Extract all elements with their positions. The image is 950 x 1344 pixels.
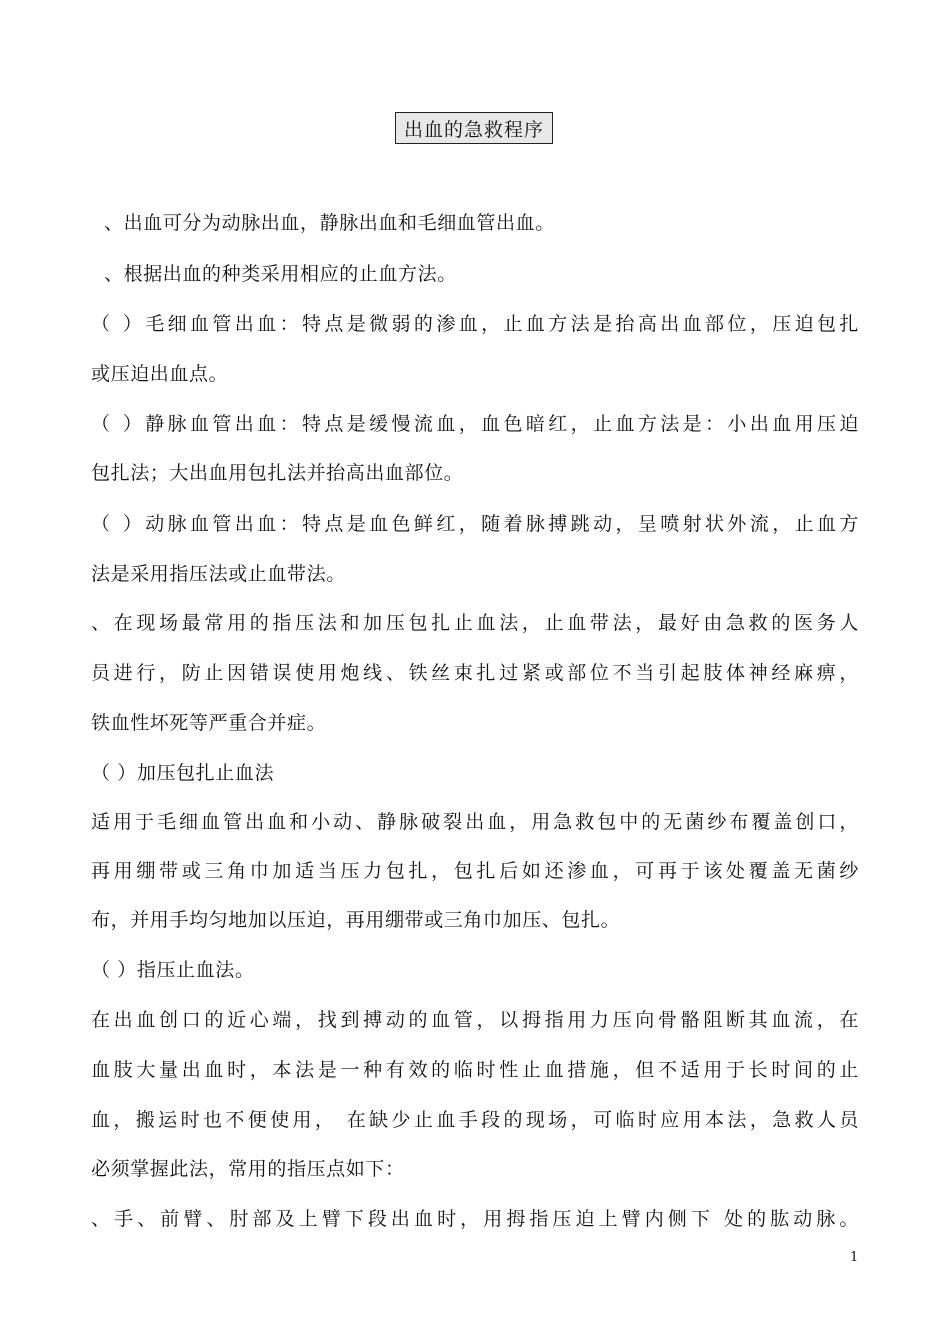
paragraph-line-14: 再用绷带或三角巾加适当压力包扎，包扎后如还渗血，可再于该处覆盖无菌纱 — [91, 860, 859, 882]
paragraph-line-17: 在出血创口的近心端，找到搏动的血管，以拇指用力压向骨骼阻断其血流，在 — [91, 1009, 859, 1031]
paragraph-line-16: （ ）指压止血法。 — [91, 959, 255, 981]
paragraph-line-11: 铁血性坏死等严重合并症。 — [91, 712, 327, 734]
page-number: 1 — [850, 1250, 859, 1265]
paragraph-line-2: 、根据出血的种类采用相应的止血方法。 — [104, 263, 457, 285]
paragraph-line-10: 员进行，防止因错误使用炮线、铁丝束扎过紧或部位不当引起肢体神经麻痹， — [91, 662, 859, 684]
document-title: 出血的急救程序 — [395, 112, 553, 144]
paragraph-line-15: 布，并用手均匀地加以压迫，再用绷带或三角巾加压、包扎。 — [91, 909, 621, 931]
paragraph-line-8: 法是采用指压法或止血带法。 — [91, 563, 346, 585]
paragraph-line-6: 包扎法；大出血用包扎法并抬高出血部位。 — [91, 462, 464, 484]
paragraph-line-20: 必须掌握此法，常用的指压点如下： — [91, 1158, 405, 1180]
paragraph-line-19: 血，搬运时也不便使用， 在缺少止血手段的现场，可临时应用本法，急救人员 — [91, 1109, 859, 1131]
paragraph-line-21: 、手、前臂、肘部及上臂下段出血时，用拇指压迫上臂内侧下 处的肱动脉。 — [91, 1208, 859, 1230]
paragraph-line-5: （ ）静脉血管出血：特点是缓慢流血，血色暗红，止血方法是：小出血用压迫 — [91, 413, 859, 435]
paragraph-line-13: 适用于毛细血管出血和小动、静脉破裂出血，用急救包中的无菌纱布覆盖创口， — [91, 811, 859, 833]
paragraph-line-9: 、在现场最常用的指压法和加压包扎止血法，止血带法，最好由急救的医务人 — [91, 612, 859, 634]
paragraph-line-1: 、出血可分为动脉出血，静脉出血和毛细血管出血。 — [104, 212, 555, 234]
paragraph-line-12: （ ）加压包扎止血法 — [91, 762, 275, 784]
paragraph-line-3: （ ）毛细血管出血：特点是微弱的渗血，止血方法是抬高出血部位，压迫包扎 — [91, 313, 859, 335]
paragraph-line-4: 或压迫出血点。 — [91, 363, 229, 385]
paragraph-line-18: 血肢大量出血时，本法是一种有效的临时性止血措施，但不适用于长时间的止 — [91, 1059, 859, 1081]
paragraph-line-7: （ ）动脉血管出血：特点是血色鲜红，随着脉搏跳动，呈喷射状外流，止血方 — [91, 513, 859, 535]
